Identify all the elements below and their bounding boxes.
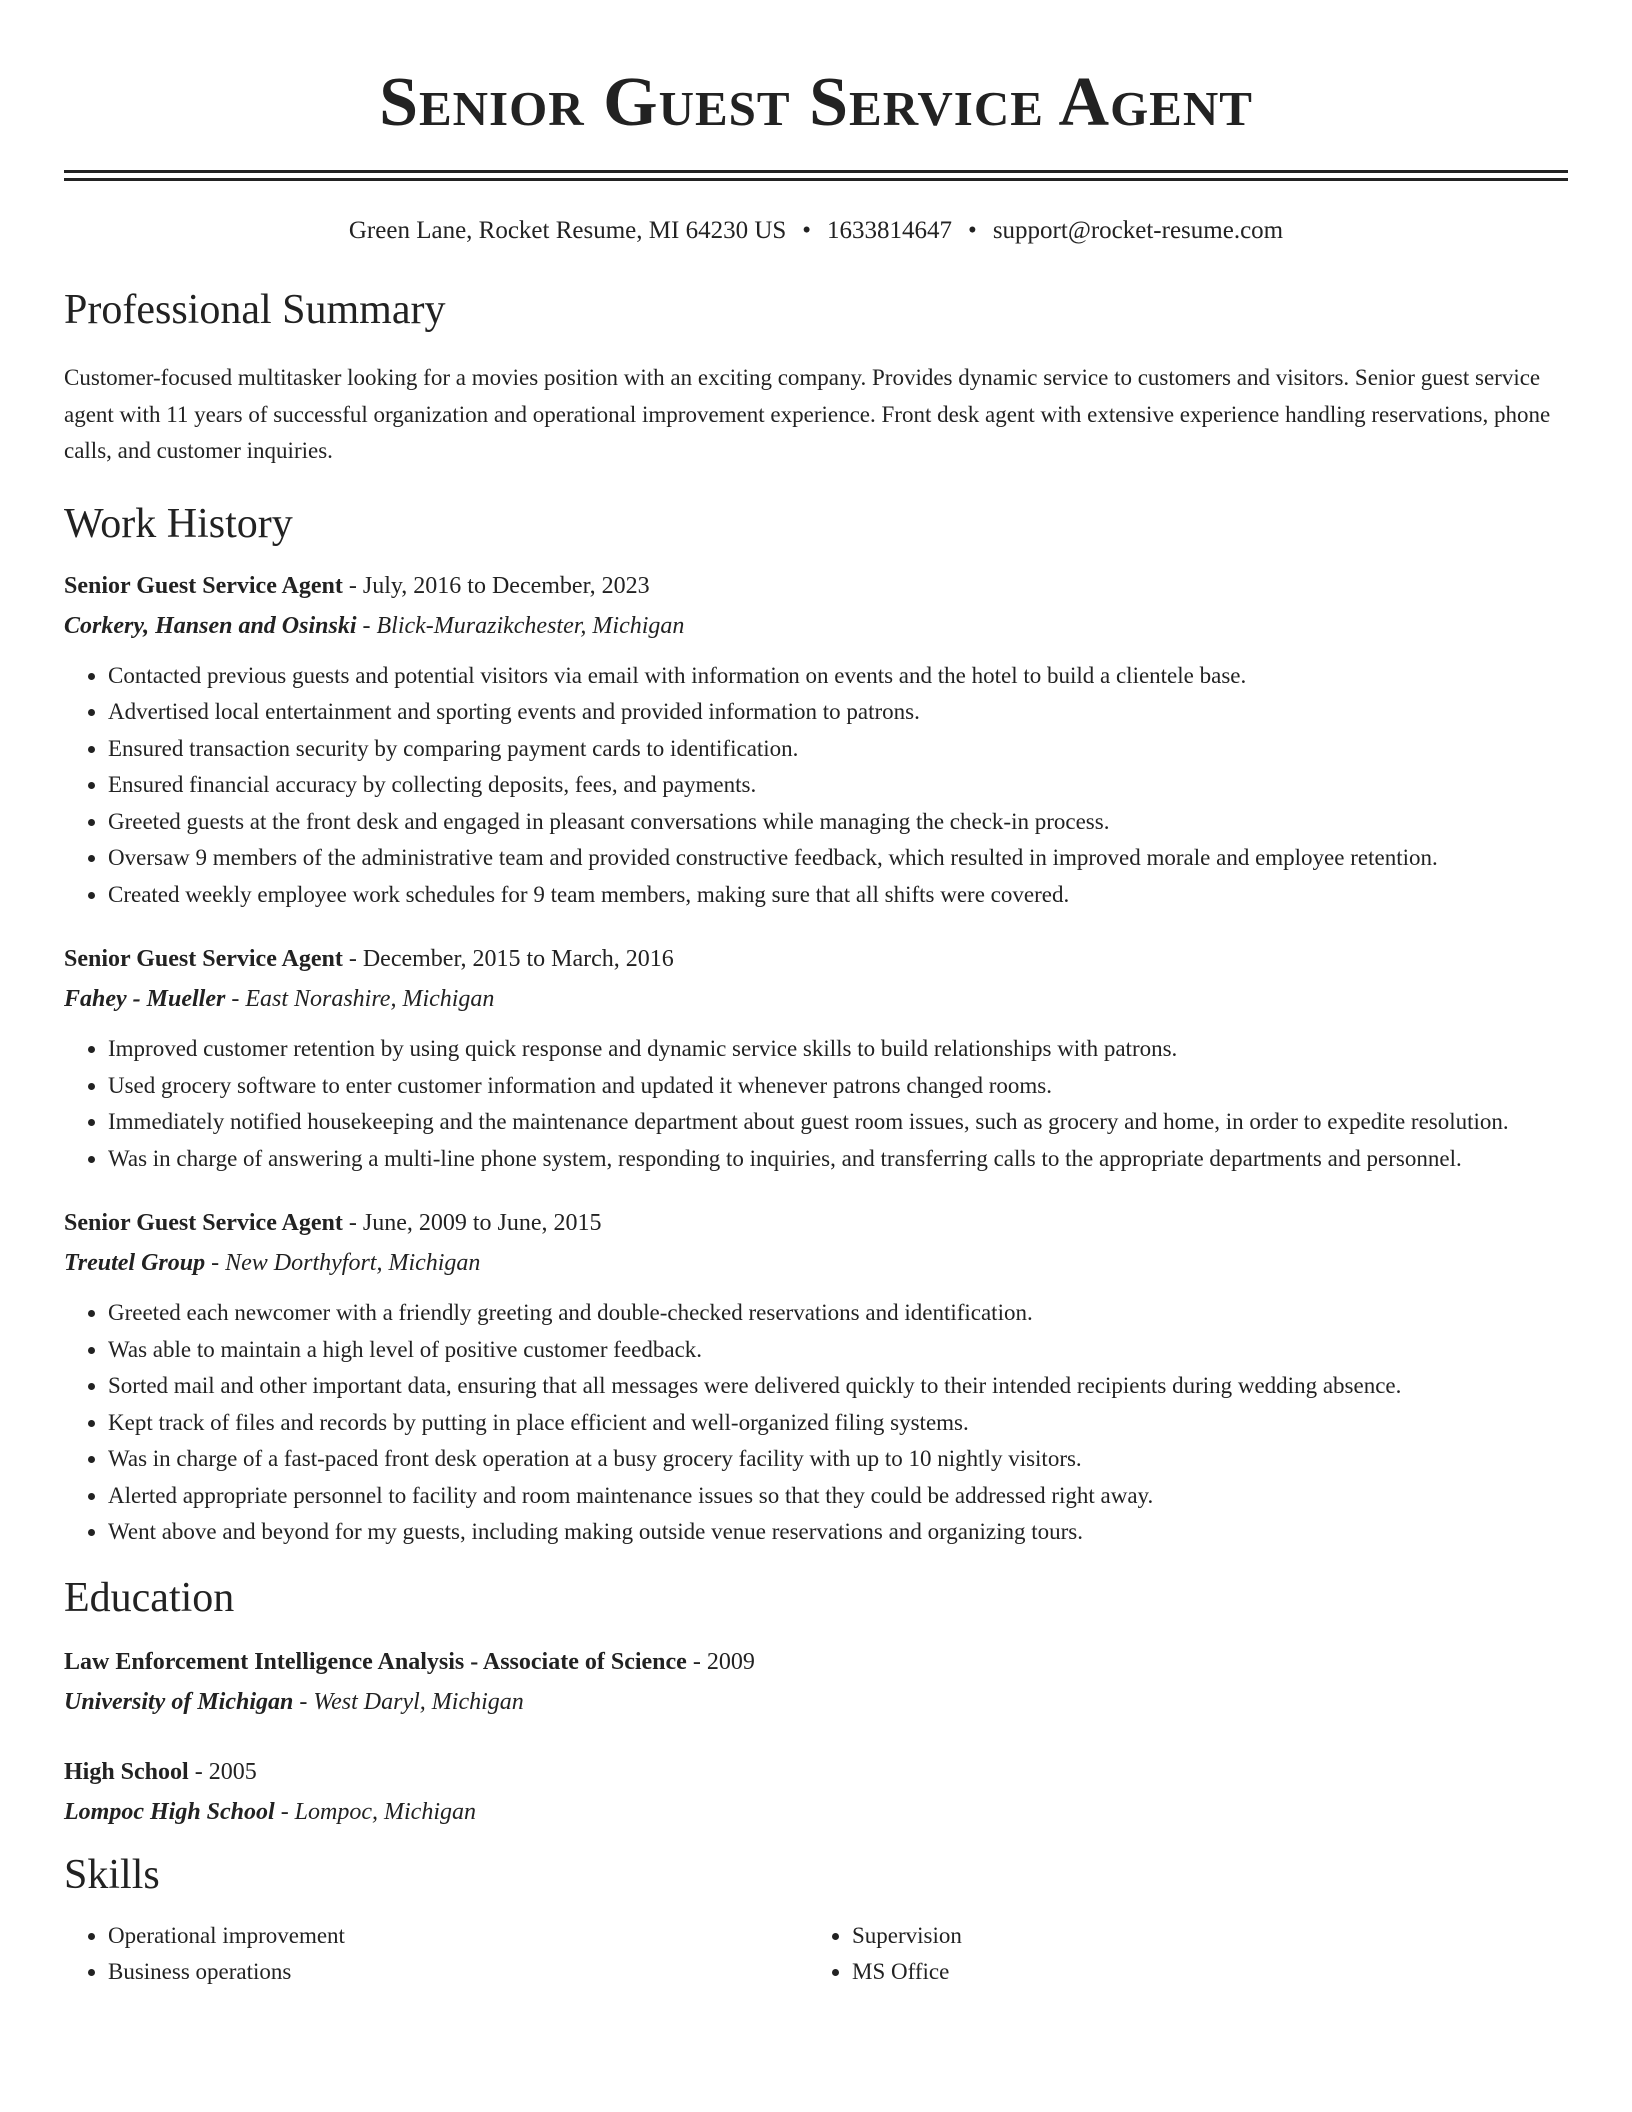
contact-separator: • — [968, 217, 977, 244]
education-heading — [64, 1650, 1568, 1674]
job-title: Senior Guest Service Agent — [64, 572, 343, 599]
list-item: • Improved customer retention by using quick response and dynamic service skills to build relationships with patrons. — [108, 1031, 1568, 1068]
job-location: - East Norashire, Michigan — [225, 986, 495, 1012]
list-item: • Was in charge of answering a multi-line phone system, responding to inquiries, and transferring calls to the appropriate departments and personnel. — [108, 1141, 1568, 1178]
list-item: • Kept track of files and records by putting in place efficient and well-organized filing systems. — [108, 1405, 1568, 1442]
list-item: • Ensured financial accuracy by collecting deposits, fees, and payments. — [108, 767, 1568, 804]
list-item: • Greeted guests at the front desk and engaged in pleasant conversations while managing the check-in process. — [108, 804, 1568, 841]
job-employer — [64, 1251, 1568, 1275]
job-title: Senior Guest Service Agent — [64, 946, 343, 972]
contact-address: Green Lane, Rocket Resume, MI 64230 US — [348, 217, 787, 244]
job-heading — [64, 1211, 1568, 1235]
section-heading-skills: Skills — [64, 1851, 160, 1898]
list-item: • Operational improvement — [108, 1918, 808, 1954]
list-item: • Greeted each newcomer with a friendly greeting and double-checked reservations and identification. — [108, 1295, 1568, 1332]
section-heading-education: Education — [64, 1574, 235, 1621]
list-item: • Used grocery software to enter customer information and updated it whenever patrons changed rooms. — [108, 1068, 1568, 1105]
education-year: - 2009 — [686, 1648, 755, 1675]
education-school: University of Michigan — [64, 1688, 294, 1715]
contact-phone: 1633814647 — [827, 217, 953, 244]
education-school: Lompoc High School — [64, 1798, 275, 1825]
education-school-line — [64, 1800, 1568, 1824]
list-item: • Supervision — [852, 1918, 1552, 1954]
list-item: • Immediately notified housekeeping and the maintenance department about guest room issues, such as grocery and home, in order to expedite resolution. — [108, 1104, 1568, 1141]
skills-list — [64, 1918, 1568, 1990]
education-entry — [64, 1760, 1568, 1824]
list-item: • Alerted appropriate personnel to facility and room maintenance issues so that they could be addressed right away. — [108, 1478, 1568, 1515]
list-item: • Went above and beyond for my guests, including making outside venue reservations and organizing tours. — [108, 1514, 1568, 1551]
list-item: • Ensured transaction security by comparing payment cards to identification. — [108, 731, 1568, 768]
education-school-line — [64, 1690, 1568, 1714]
job-employer — [64, 614, 1568, 638]
job-entry — [64, 947, 1568, 1177]
skills-column-right — [808, 1918, 1552, 1990]
job-duties — [64, 1031, 1568, 1177]
job-dates: - July, 2016 to December, 2023 — [342, 572, 650, 599]
job-duties — [64, 1295, 1568, 1551]
education-location: - West Daryl, Michigan — [293, 1688, 524, 1715]
section-heading-work-history: Work History — [64, 500, 293, 547]
job-company: Treutel Group — [64, 1250, 206, 1276]
job-entry — [64, 1211, 1568, 1551]
list-item: • Created weekly employee work schedules for 9 team members, making sure that all shifts were covered. — [108, 877, 1568, 914]
job-entry — [64, 574, 1568, 914]
job-company: Corkery, Hansen and Osinski — [64, 612, 357, 639]
education-year: - 2005 — [188, 1758, 257, 1785]
job-heading — [64, 947, 1568, 971]
section-heading-summary: Professional Summary — [64, 287, 446, 333]
job-heading — [64, 574, 1568, 598]
list-item: • Advertised local entertainment and sporting events and provided information to patrons. — [108, 694, 1568, 731]
contact-line — [64, 218, 1568, 243]
job-title: Senior Guest Service Agent — [64, 1210, 343, 1236]
job-dates: - June, 2009 to June, 2015 — [342, 1210, 602, 1236]
job-duties — [64, 658, 1568, 914]
job-location: - Blick-Murazikchester, Michigan — [356, 612, 685, 639]
job-dates: - December, 2015 to March, 2016 — [342, 946, 674, 972]
list-item: • Business operations — [108, 1954, 808, 1990]
contact-email: support@rocket-resume.com — [992, 217, 1284, 244]
education-degree: High School — [64, 1758, 189, 1785]
education-heading — [64, 1760, 1568, 1784]
list-item: • MS Office — [852, 1954, 1552, 1990]
summary-text: Customer-focused multitasker looking for a movies position with an exciting company. Provides dynamic service to customers and visitors. Senior guest service agent with 11 years of successful organization and operational improvement experience. Front desk agent with extensive experience handling reservations, phone calls, and customer inquiries. — [64, 365, 1551, 463]
resume-title: Senior Guest Service Agent — [379, 64, 1253, 141]
job-company: Fahey - Mueller — [64, 986, 226, 1012]
job-employer — [64, 987, 1568, 1011]
contact-separator: • — [802, 217, 812, 244]
list-item: • Was in charge of a fast-paced front desk operation at a busy grocery facility with up to 10 nightly visitors. — [108, 1441, 1568, 1478]
education-location: - Lompoc, Michigan — [274, 1798, 476, 1825]
title-double-rule — [64, 170, 1568, 181]
list-item: • Was able to maintain a high level of positive customer feedback. — [108, 1332, 1568, 1369]
education-entry — [64, 1650, 1568, 1714]
list-item: • Oversaw 9 members of the administrative team and provided constructive feedback, which resulted in improved morale and employee retention. — [108, 840, 1568, 877]
list-item: • Contacted previous guests and potential visitors via email with information on events and the hotel to build a clientele base. — [108, 658, 1568, 695]
education-degree: Law Enforcement Intelligence Analysis - Associate of Science — [64, 1648, 687, 1675]
skills-column-left — [64, 1918, 808, 1990]
list-item: • Sorted mail and other important data, ensuring that all messages were delivered quickly to their intended recipients during wedding absence. — [108, 1368, 1568, 1405]
job-location: - New Dorthyfort, Michigan — [205, 1250, 481, 1276]
